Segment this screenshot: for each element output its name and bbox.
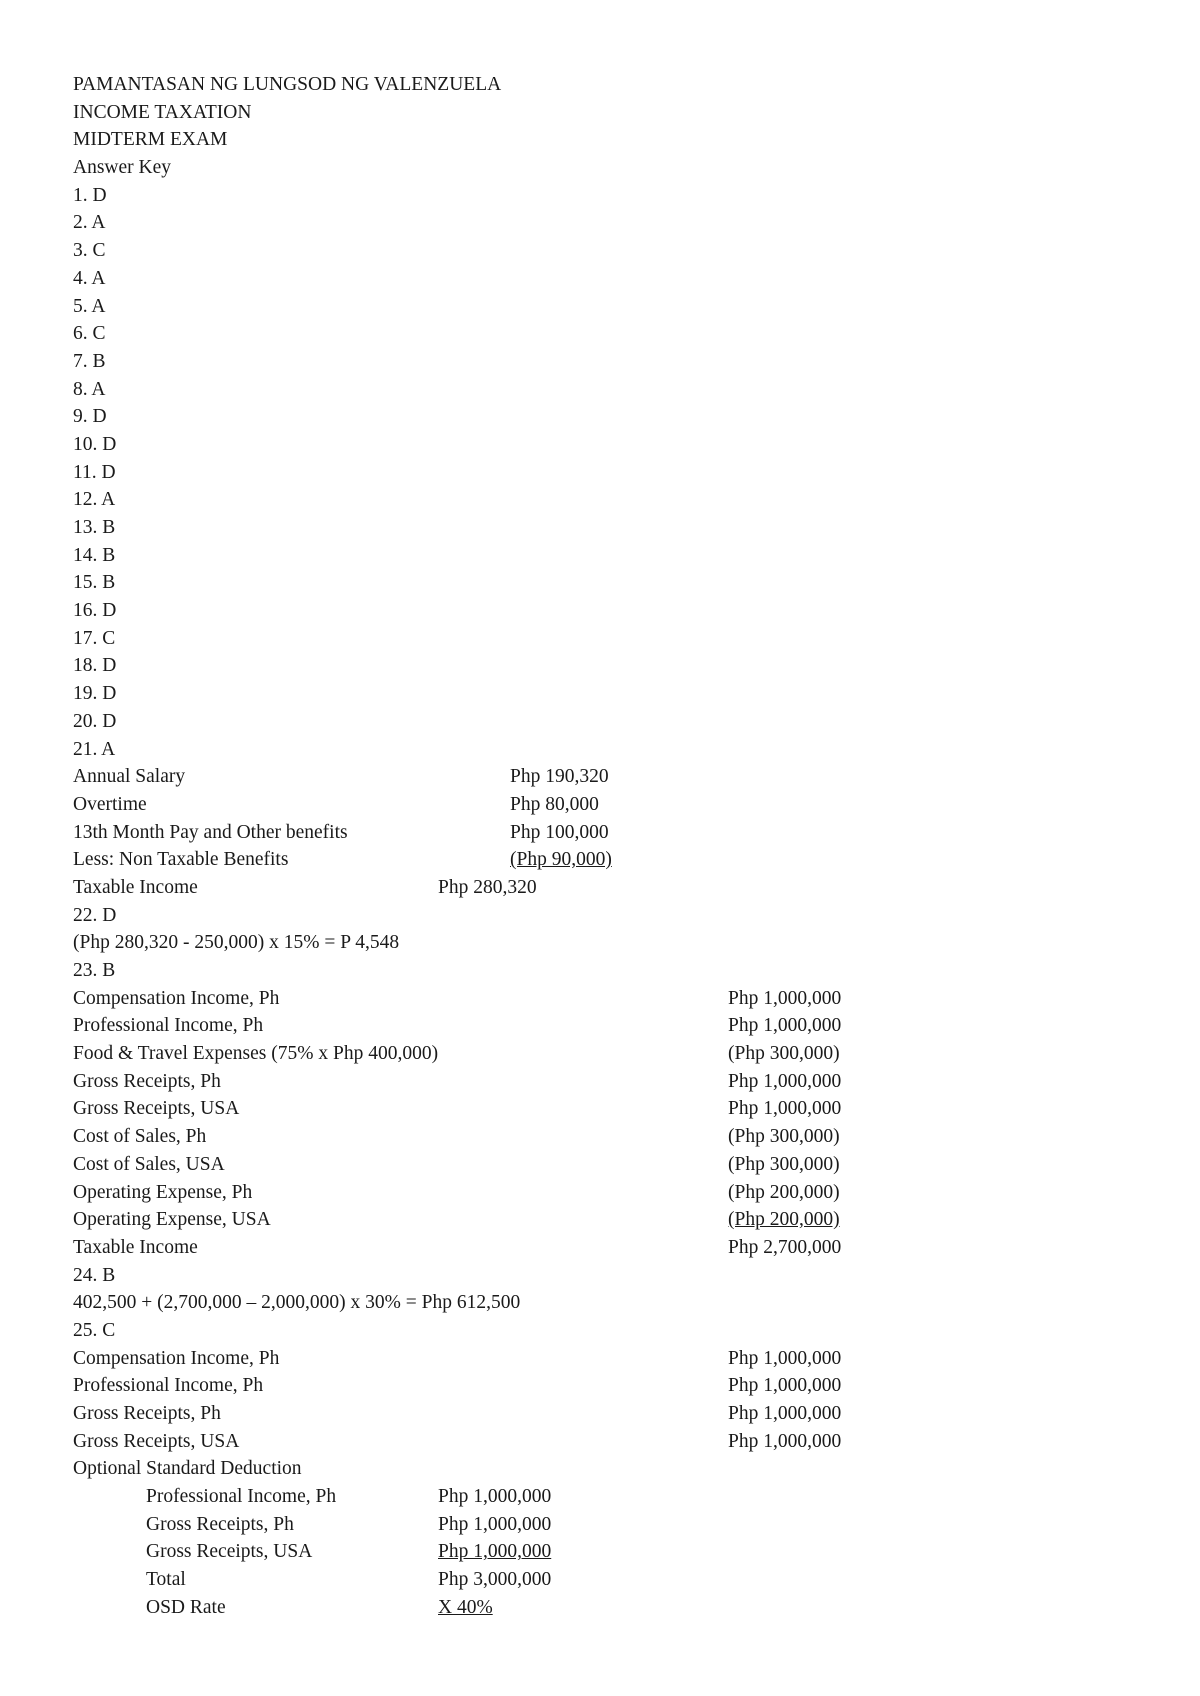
answer-item: 15. B bbox=[73, 572, 116, 594]
row-label: Gross Receipts, Ph bbox=[73, 1403, 221, 1424]
answer-item: 11. D bbox=[73, 461, 116, 483]
q23-row bbox=[73, 1234, 1153, 1262]
answer-line bbox=[73, 376, 1153, 404]
answer-item: 23. B bbox=[73, 960, 116, 981]
answer-item: 10. D bbox=[73, 433, 117, 455]
row-label: Cost of Sales, Ph bbox=[73, 1126, 207, 1148]
row-amount: Php 1,000,000 bbox=[728, 1375, 842, 1397]
q23-row bbox=[73, 1012, 1153, 1040]
answer-line bbox=[73, 209, 1153, 237]
answer-line bbox=[73, 514, 1153, 542]
q23-row bbox=[73, 1040, 1153, 1068]
q21-row bbox=[73, 819, 1153, 847]
q23-row bbox=[73, 1068, 1153, 1096]
answer-line bbox=[73, 1317, 1153, 1345]
row-amount: (Php 300,000) bbox=[728, 1153, 840, 1175]
answer-item: 2. A bbox=[73, 212, 106, 234]
answer-line bbox=[73, 569, 1153, 597]
answer-line bbox=[73, 957, 1153, 985]
row-label: Professional Income, Ph bbox=[146, 1486, 337, 1508]
row-label: Operating Expense, Ph bbox=[73, 1181, 253, 1203]
row-label: Gross Receipts, USA bbox=[146, 1541, 313, 1563]
q23-row bbox=[73, 985, 1153, 1013]
osd-row bbox=[73, 1483, 1153, 1511]
answer-item: 20. D bbox=[73, 710, 117, 732]
row-amount: Php 1,000,000 bbox=[728, 1015, 842, 1037]
row-amount: Php 1,000,000 bbox=[728, 1403, 842, 1424]
exam-title: MIDTERM EXAM bbox=[73, 129, 228, 151]
document-body bbox=[73, 71, 1153, 1622]
header-line bbox=[73, 154, 1153, 182]
answer-line bbox=[73, 431, 1153, 459]
q21-row bbox=[73, 763, 1153, 791]
row-amount: (Php 300,000) bbox=[728, 1043, 840, 1065]
header-line bbox=[73, 71, 1153, 99]
row-label: Gross Receipts, Ph bbox=[146, 1513, 294, 1535]
answer-line bbox=[73, 293, 1153, 321]
answer-item: 24. B bbox=[73, 1264, 116, 1286]
q25-row bbox=[73, 1428, 1153, 1456]
header-line bbox=[73, 126, 1153, 154]
row-label: Overtime bbox=[73, 793, 147, 815]
row-label: Professional Income, Ph bbox=[73, 1375, 264, 1397]
row-amount: (Php 200,000) bbox=[728, 1209, 840, 1231]
answer-item: 8. A bbox=[73, 378, 106, 400]
row-amount: Php 100,000 bbox=[510, 821, 609, 843]
row-label: Gross Receipts, Ph bbox=[73, 1070, 221, 1092]
row-amount: Php 1,000,000 bbox=[438, 1513, 552, 1535]
answer-line bbox=[73, 736, 1153, 764]
answer-item: 1. D bbox=[73, 184, 107, 206]
q23-row bbox=[73, 1123, 1153, 1151]
osd-row bbox=[73, 1511, 1153, 1539]
answer-item: 22. D bbox=[73, 904, 117, 926]
row-label: Taxable Income bbox=[73, 1236, 198, 1258]
answer-item: 21. A bbox=[73, 738, 116, 760]
answer-item: 3. C bbox=[73, 240, 106, 262]
q21-total-row bbox=[73, 874, 1153, 902]
q23-row bbox=[73, 1206, 1153, 1234]
answer-line bbox=[73, 708, 1153, 736]
row-label: Gross Receipts, USA bbox=[73, 1430, 240, 1452]
answer-line bbox=[73, 1262, 1153, 1290]
school-name: PAMANTASAN NG LUNGSOD NG VALENZUELA bbox=[73, 74, 502, 95]
answer-item: 12. A bbox=[73, 489, 116, 511]
row-label: Gross Receipts, USA bbox=[73, 1098, 240, 1120]
answer-item: 4. A bbox=[73, 267, 106, 289]
q23-row bbox=[73, 1095, 1153, 1123]
answer-item: 14. B bbox=[73, 544, 116, 566]
answer-item: 25. C bbox=[73, 1319, 116, 1341]
row-amount: Php 3,000,000 bbox=[438, 1569, 552, 1591]
row-amount: Php 80,000 bbox=[510, 793, 599, 815]
header-line bbox=[73, 99, 1153, 127]
osd-row bbox=[73, 1538, 1153, 1566]
row-label: Cost of Sales, USA bbox=[73, 1153, 225, 1175]
row-label: OSD Rate bbox=[146, 1596, 226, 1618]
answer-line bbox=[73, 625, 1153, 653]
row-amount: Php 1,000,000 bbox=[728, 987, 842, 1009]
answer-item: 7. B bbox=[73, 350, 106, 372]
row-label: Professional Income, Ph bbox=[73, 1015, 264, 1037]
q23-row bbox=[73, 1151, 1153, 1179]
answer-item: 17. C bbox=[73, 627, 116, 649]
row-amount: Php 2,700,000 bbox=[728, 1236, 842, 1258]
formula-text: (Php 280,320 - 250,000) x 15% = P 4,548 bbox=[73, 932, 400, 954]
osd-title: Optional Standard Deduction bbox=[73, 1458, 302, 1480]
answer-line bbox=[73, 348, 1153, 376]
osd-heading-line bbox=[73, 1455, 1153, 1483]
formula-text: 402,500 + (2,700,000 – 2,000,000) x 30% = Php 612,500 bbox=[73, 1292, 521, 1314]
row-label: Less: Non Taxable Benefits bbox=[73, 849, 289, 871]
q23-row bbox=[73, 1179, 1153, 1207]
row-amount: Php 1,000,000 bbox=[438, 1486, 552, 1508]
answer-item: 16. D bbox=[73, 600, 117, 622]
formula-line bbox=[73, 929, 1153, 957]
subject-title: INCOME TAXATION bbox=[73, 101, 252, 123]
answer-item: 6. C bbox=[73, 323, 106, 345]
answer-item: 13. B bbox=[73, 517, 116, 538]
row-amount: Php 1,000,000 bbox=[728, 1098, 842, 1120]
answer-item: 18. D bbox=[73, 655, 117, 677]
formula-line bbox=[73, 1289, 1153, 1317]
answer-line bbox=[73, 597, 1153, 625]
answer-key-title: Answer Key bbox=[73, 157, 172, 179]
row-amount: Php 1,000,000 bbox=[438, 1541, 552, 1563]
answer-line bbox=[73, 265, 1153, 293]
osd-row bbox=[73, 1594, 1153, 1622]
q25-row bbox=[73, 1400, 1153, 1428]
row-amount: (Php 90,000) bbox=[510, 849, 612, 871]
row-amount: Php 280,320 bbox=[438, 876, 537, 898]
answer-line bbox=[73, 542, 1153, 570]
row-label: Compensation Income, Ph bbox=[73, 1347, 280, 1369]
row-label: Food & Travel Expenses (75% x Php 400,000) bbox=[73, 1043, 439, 1065]
answer-line bbox=[73, 486, 1153, 514]
answer-item: 19. D bbox=[73, 683, 117, 705]
osd-row bbox=[73, 1566, 1153, 1594]
row-label: Compensation Income, Ph bbox=[73, 987, 280, 1009]
row-amount: Php 1,000,000 bbox=[728, 1347, 842, 1369]
answer-line bbox=[73, 403, 1153, 431]
row-amount: Php 190,320 bbox=[510, 766, 609, 788]
answer-line bbox=[73, 652, 1153, 680]
q25-row bbox=[73, 1372, 1153, 1400]
row-amount: (Php 200,000) bbox=[728, 1181, 840, 1203]
answer-line bbox=[73, 182, 1153, 210]
row-label: 13th Month Pay and Other benefits bbox=[73, 821, 348, 843]
row-label: Operating Expense, USA bbox=[73, 1209, 271, 1231]
row-label: Annual Salary bbox=[73, 766, 186, 788]
q21-row bbox=[73, 846, 1153, 874]
answer-line bbox=[73, 902, 1153, 930]
answer-line bbox=[73, 320, 1153, 348]
answer-line bbox=[73, 459, 1153, 487]
row-amount: (Php 300,000) bbox=[728, 1126, 840, 1148]
answer-line bbox=[73, 680, 1153, 708]
row-amount: Php 1,000,000 bbox=[728, 1070, 842, 1092]
answer-item: 5. A bbox=[73, 295, 106, 317]
answer-item: 9. D bbox=[73, 406, 107, 428]
row-amount: Php 1,000,000 bbox=[728, 1430, 842, 1452]
answer-line bbox=[73, 237, 1153, 265]
row-amount: X 40% bbox=[438, 1596, 493, 1618]
q21-row bbox=[73, 791, 1153, 819]
row-label: Total bbox=[146, 1569, 186, 1591]
q25-row bbox=[73, 1345, 1153, 1373]
row-label: Taxable Income bbox=[73, 876, 198, 898]
